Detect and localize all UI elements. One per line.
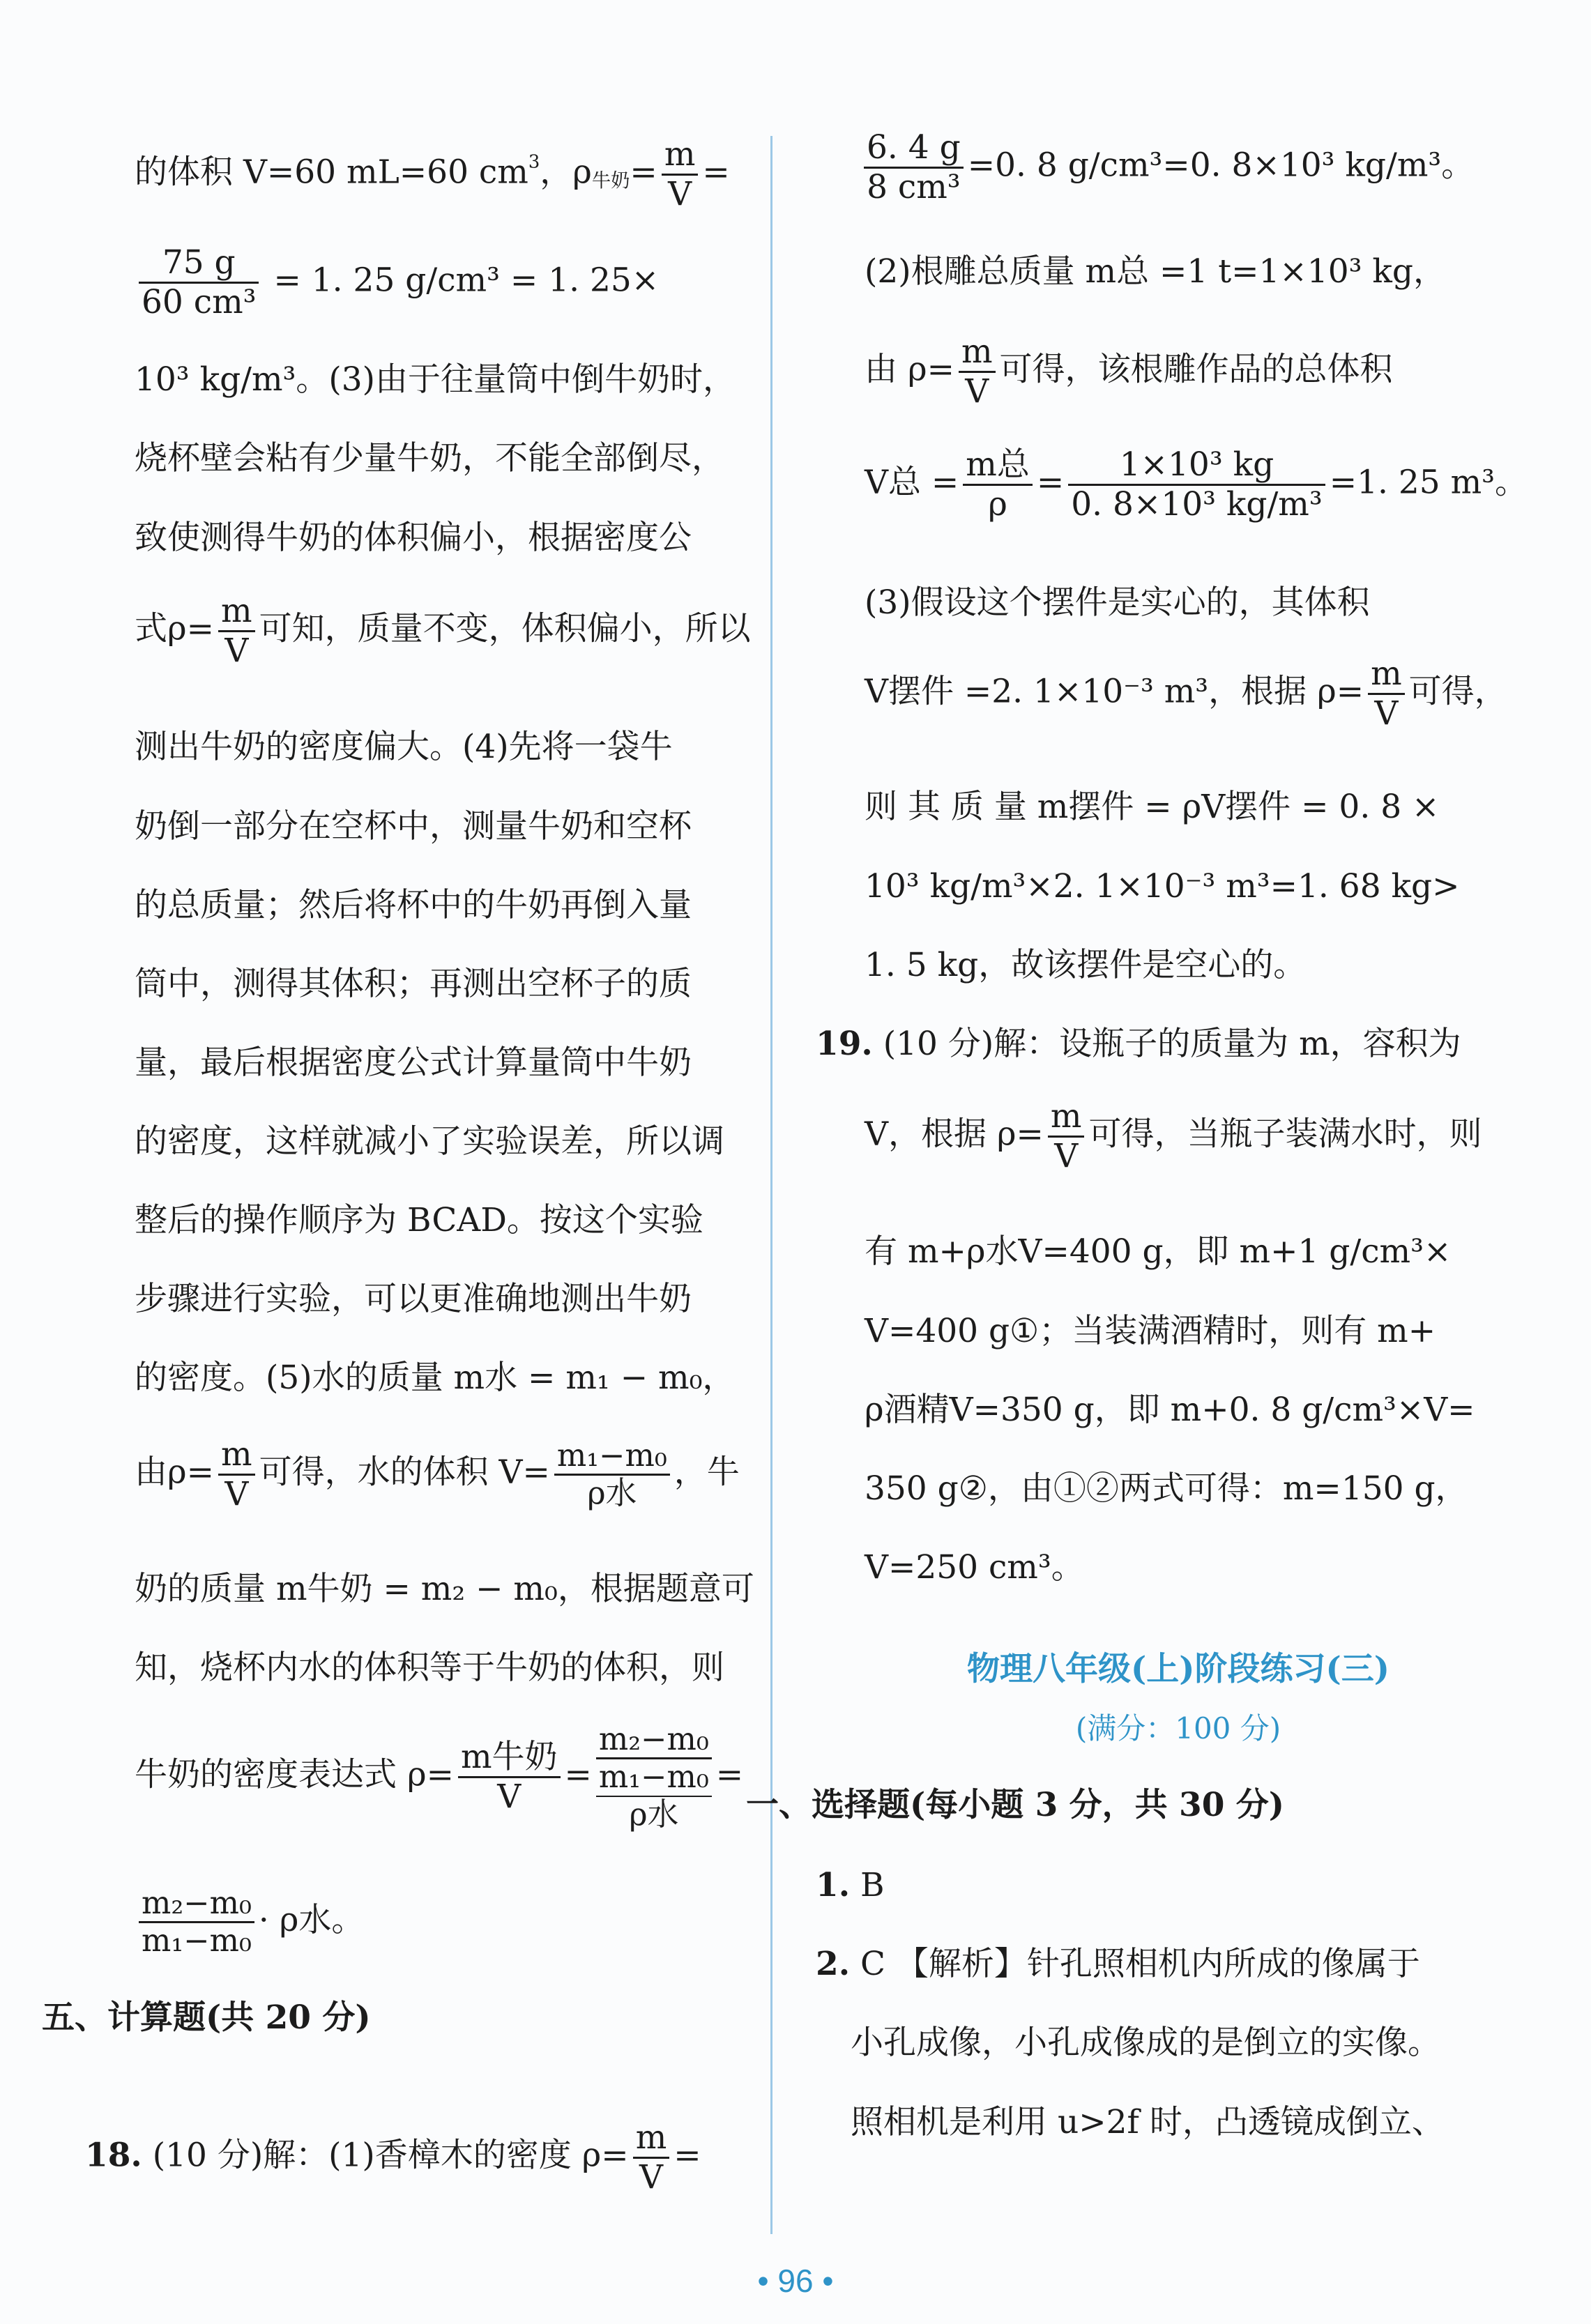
numerator: m总 (963, 446, 1033, 486)
text-line: 小孔成像，小孔成像成的是倒立的实像。 (851, 2024, 1440, 2062)
denominator: V (965, 372, 989, 411)
fraction (458, 1738, 561, 1816)
answer-text: C 【解析】针孔照相机内所成的像属于 (860, 1945, 1420, 1983)
text-line: 有 m+ρ水V=400 g，即 m+1 g/cm³× (865, 1232, 1452, 1271)
text-span: (10 分)解：设瓶子的质量为 m，容积为 (883, 1025, 1461, 1063)
fraction (662, 136, 699, 213)
text-line (135, 1722, 743, 1833)
text-span: =0. 8 g/cm³=0. 8×10³ kg/m³。 (967, 146, 1475, 185)
text-span: 牛奶的密度表达式 ρ= (135, 1755, 454, 1794)
numerator: m牛奶 (458, 1738, 561, 1778)
text-line: (3)假设这个摆件是实心的，其体积 (865, 583, 1370, 622)
numerator: m (1048, 1098, 1085, 1138)
denominator: V (224, 1475, 249, 1514)
text-line (865, 446, 1528, 523)
numerator: m₂−m₀ (596, 1722, 712, 1759)
text-line: 奶的质量 m牛奶 = m₂ − m₀，根据题意可 (135, 1570, 754, 1608)
numerator: m₁−m₀ (554, 1438, 670, 1476)
numerator: m (662, 136, 699, 176)
section-heading: 一、选择题(每小题 3 分，共 30 分) (746, 1786, 1285, 1824)
fraction (139, 244, 259, 321)
denominator: m₁−m₀ (142, 1922, 252, 1959)
denominator: V (497, 1778, 522, 1817)
fraction (218, 593, 255, 670)
question-line (85, 2119, 701, 2196)
text-line: 的密度。(5)水的质量 m水 = m₁ − m₀， (135, 1359, 736, 1397)
fraction (959, 333, 996, 411)
denominator: V (1374, 694, 1399, 733)
text-span: 由 ρ= (865, 350, 954, 389)
question-number: 1. (816, 1866, 851, 1904)
text-line (135, 1886, 364, 1959)
full-score-note: (满分：100 分) (1075, 1711, 1281, 1745)
text-line: (2)根雕总质量 m总 =1 t=1×10³ kg， (865, 252, 1446, 291)
denominator: V (639, 2158, 663, 2197)
text-span: (10 分)解：(1)香樟木的密度 ρ= (152, 2136, 629, 2175)
text-span: = (673, 2136, 701, 2175)
text-span: = (1036, 463, 1065, 502)
text-line (860, 129, 1474, 206)
question-number: 19. (816, 1025, 873, 1063)
text-span: ，牛 (673, 1453, 740, 1492)
fraction (963, 446, 1033, 523)
text-span: 的体积 V=60 mL=60 cm (135, 153, 528, 192)
denominator-numerator: m₁−m₀ (596, 1759, 712, 1796)
text-line: 奶倒一部分在空杯中，测量牛奶和空杯 (135, 807, 692, 846)
numerator: 75 g (139, 244, 259, 284)
text-line: V=250 cm³。 (865, 1548, 1084, 1587)
page-number: • 96 • (757, 2263, 834, 2299)
text-span: =1. 25 m³。 (1329, 463, 1528, 502)
answer-line (816, 1865, 885, 1906)
text-line: 整后的操作顺序为 BCAD。按这个实验 (135, 1201, 703, 1239)
denominator: V (668, 175, 692, 214)
section-heading: 五、计算题(共 20 分) (42, 1998, 371, 2037)
denominator: 60 cm³ (142, 283, 257, 322)
text-span: = 1. 25 g/cm³ = 1. 25× (273, 261, 660, 300)
answer-line (816, 1943, 1420, 1985)
denominator: 8 cm³ (867, 168, 961, 207)
text-line: 1. 5 kg，故该摆件是空心的。 (865, 946, 1307, 984)
text-span: V总 = (865, 463, 959, 502)
fraction (633, 2119, 670, 2196)
denominator: 0. 8×10³ kg/m³ (1071, 485, 1323, 524)
text-span: 由ρ= (135, 1453, 215, 1492)
text-line: 量，最后根据密度公式计算量筒中牛奶 (135, 1043, 692, 1082)
text-span: 可知，质量不变，体积偏小，所以 (259, 609, 751, 648)
text-line (865, 655, 1507, 733)
answer-text: B (860, 1866, 885, 1904)
compound-fraction (596, 1722, 712, 1833)
text-span: = (564, 1755, 592, 1794)
text-span: ，ρ (540, 153, 592, 192)
text-line: 照相机是利用 u>2f 时，凸透镜成倒立、 (851, 2103, 1445, 2141)
text-line: 的体积 V=60 mL=60 $cm^3$，$\rho_{牛奶}=$ $\frac{m}{V}$ = (135, 135, 730, 214)
fraction (1368, 655, 1405, 733)
denominator: V (1054, 1137, 1079, 1176)
text-line (865, 1098, 1482, 1175)
denominator-denominator: ρ水 (629, 1796, 679, 1833)
subscript: 牛奶 (591, 169, 630, 192)
denominator: ρ水 (587, 1475, 637, 1512)
text-span: = (715, 1755, 744, 1794)
text-line: 测出牛奶的密度偏大。(4)先将一袋牛 (135, 728, 673, 766)
denominator: ρ (988, 485, 1007, 524)
text-line: 的密度，这样就减小了实验误差，所以调 (135, 1122, 724, 1161)
text-span: 可得，水的体积 V= (259, 1453, 550, 1492)
text-line (135, 1436, 740, 1513)
text-span: 式ρ= (135, 609, 215, 648)
question-line (816, 1023, 1461, 1065)
denominator: V (224, 632, 249, 671)
question-number: 2. (816, 1945, 851, 1983)
fraction (1048, 1098, 1085, 1175)
text-span: 可得， (1408, 672, 1507, 711)
text-line: 烧杯壁会粘有少量牛奶，不能全部倒尽， (135, 439, 724, 477)
numerator: m (218, 1436, 255, 1476)
text-line: 350 g②，由①②两式可得：m=150 g， (865, 1469, 1468, 1508)
numerator: 1×10³ kg (1068, 446, 1325, 486)
text-line (135, 593, 751, 670)
text-span: V摆件 =2. 1×10⁻³ m³，根据 ρ= (865, 672, 1364, 711)
text-line: 10³ kg/m³×2. 1×10⁻³ m³=1. 68 kg> (865, 867, 1460, 905)
question-number: 18. (85, 2136, 142, 2175)
text-line: 步骤进行实验，可以更准确地测出牛奶 (135, 1280, 692, 1318)
fraction (139, 1886, 254, 1959)
text-span: 可得，该根雕作品的总体积 (999, 350, 1393, 389)
text-line: 知，烧杯内水的体积等于牛奶的体积，则 (135, 1649, 724, 1687)
fraction (218, 1436, 255, 1513)
fraction (1068, 446, 1325, 523)
text-span: · ρ水。 (258, 1900, 365, 1939)
text-span: V，根据 ρ= (865, 1115, 1044, 1154)
column-divider (770, 136, 772, 2234)
text-span: = (630, 153, 657, 192)
text-line (865, 333, 1393, 411)
text-line: 则 其 质 量 m摆件 = ρV摆件 = 0. 8 × (865, 788, 1440, 826)
text-line: 筒中，测得其体积；再测出空杯子的质 (135, 965, 692, 1003)
numerator: m (218, 593, 255, 632)
stage-title: 物理八年级(上)阶段练习(三) (967, 1650, 1390, 1688)
fraction (864, 129, 964, 206)
text-line: 的总质量；然后将杯中的牛奶再倒入量 (135, 886, 692, 924)
text-span: 可得，当瓶子装满水时，则 (1088, 1115, 1482, 1154)
text-line: 10³ kg/m³。(3)由于往量筒中倒牛奶时， (135, 360, 736, 399)
text-line (135, 244, 659, 321)
numerator: m (1368, 655, 1405, 695)
text-line: ρ酒精V=350 g，即 m+0. 8 g/cm³×V= (865, 1391, 1475, 1429)
text-span: = (702, 153, 730, 192)
numerator: m₂−m₀ (139, 1886, 254, 1923)
fraction (554, 1438, 670, 1512)
numerator: m (633, 2119, 670, 2159)
text-line: 致使测得牛奶的体积偏小，根据密度公 (135, 519, 692, 557)
text-line: V=400 g①；当装满酒精时，则有 m+ (865, 1312, 1436, 1350)
numerator: 6. 4 g (864, 129, 964, 169)
numerator: m (959, 333, 996, 373)
